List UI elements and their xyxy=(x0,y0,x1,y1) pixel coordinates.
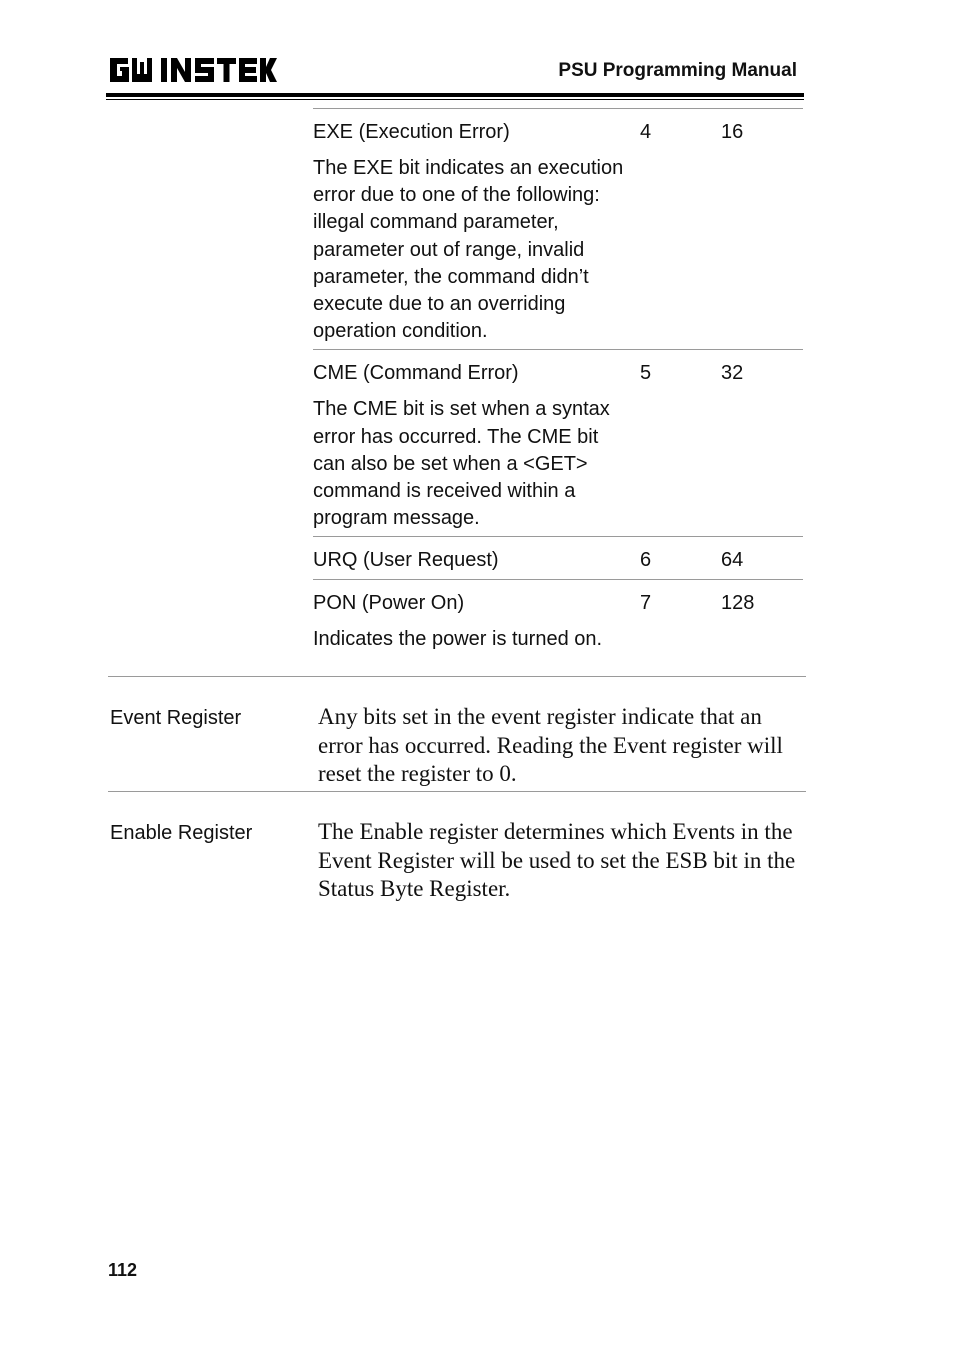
page-number: 112 xyxy=(108,1260,138,1280)
bit-weight: 16 xyxy=(721,121,744,143)
bit-description: The CME bit is set when a syntax error has occurred. The CME bit can also be set when a <GET> command is received within a program message. xyxy=(313,398,610,530)
manual-title: PSU Programming Manual xyxy=(558,60,797,81)
bit-name: URQ (User Request) xyxy=(313,549,499,572)
bit-number: 5 xyxy=(640,362,652,385)
header-rule-thin xyxy=(106,99,804,100)
bit-number: 7 xyxy=(640,592,652,615)
bit-weight: 128 xyxy=(721,592,755,615)
event-register-label: Event Register xyxy=(110,707,242,729)
bit-description: The EXE bit indicates an execution error due to one of the following: illegal command parameter, parameter out of range, invalid parameter, the command didn’t execute due to an overriding operation condition. xyxy=(313,157,624,343)
bit-name: EXE (Execution Error) xyxy=(313,121,510,143)
bit-number: 6 xyxy=(640,549,652,572)
section-divider xyxy=(108,791,806,792)
section-divider xyxy=(108,676,806,677)
bit-name: CME (Command Error) xyxy=(313,362,519,385)
gw-instek-logo xyxy=(108,54,278,86)
table-row xyxy=(313,580,803,657)
table-row xyxy=(313,537,803,580)
event-register-text: Any bits set in the event register indicate that an error has occurred. Reading the Event register will reset the register to 0. xyxy=(318,704,783,787)
bit-weight: 32 xyxy=(721,362,744,385)
bit-description: Indicates the power is turned on. xyxy=(313,628,603,651)
table-row xyxy=(313,109,803,350)
enable-register-text: The Enable register determines which Events in the Event Register will be used to set the ESB bit in the Status Byte Register. xyxy=(318,819,796,902)
table-row xyxy=(313,350,803,537)
bit-weight: 64 xyxy=(721,549,744,572)
bit-name: PON (Power On) xyxy=(313,592,465,615)
bit-number: 4 xyxy=(640,121,652,143)
bit-table xyxy=(313,108,803,658)
header-rule xyxy=(106,93,804,97)
enable-register-label: Enable Register xyxy=(110,822,253,844)
